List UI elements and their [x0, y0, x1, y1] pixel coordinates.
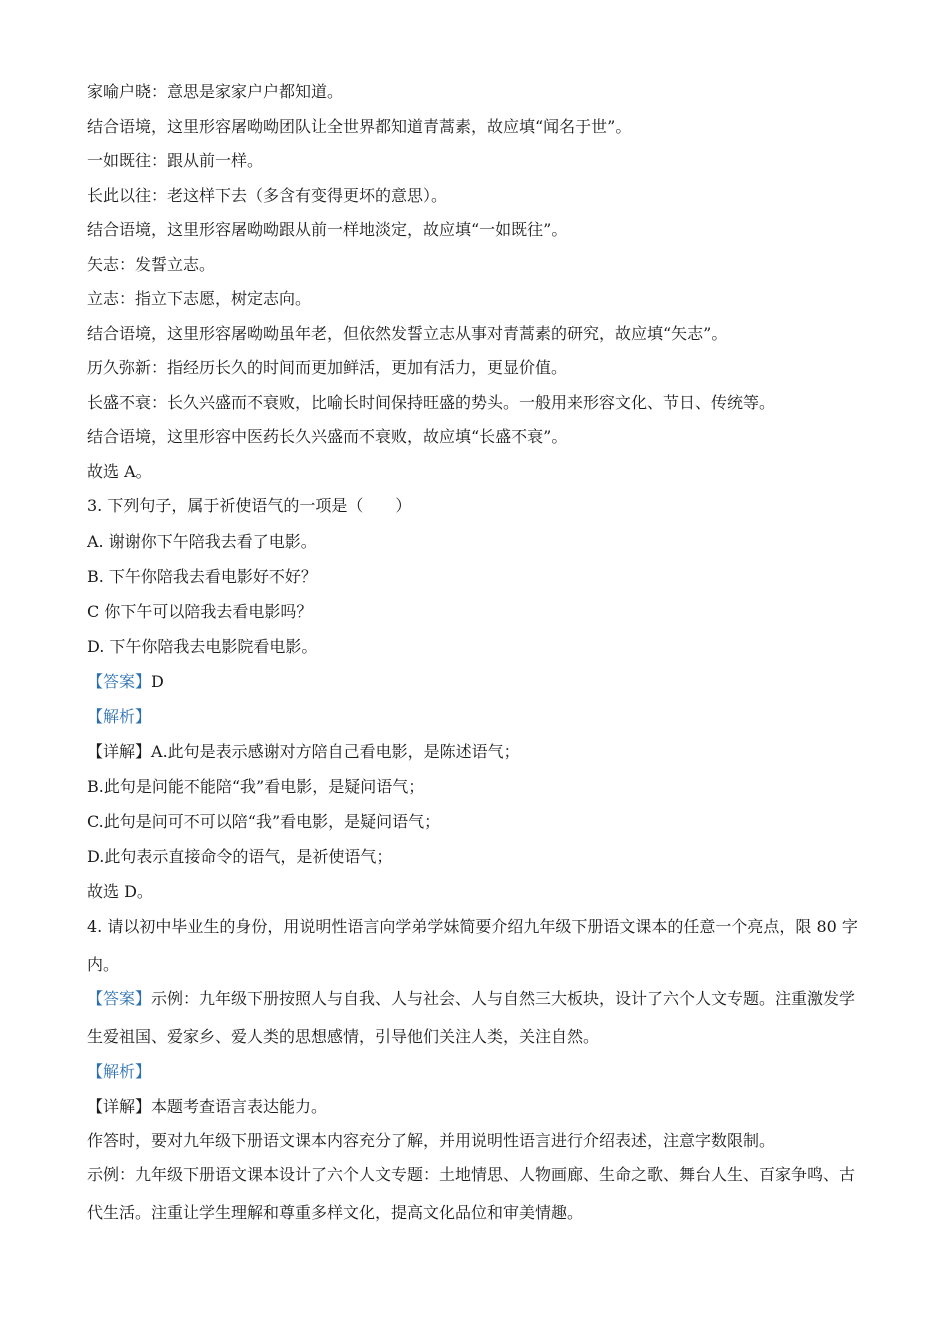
answer-tag: 【答案】 — [87, 989, 152, 1008]
detail-tag: 【详解】 — [87, 742, 152, 761]
example-4: 示例：九年级下册语文课本设计了六个人文专题：土地情思、人物画廊、生命之歌、舞台人生、百家争鸣、古代生活。注重让学生理解和尊重多样文化，提高文化品位和审美情趣。 — [87, 1165, 856, 1222]
answer-tag: 【答案】 — [87, 672, 152, 691]
detail-text: 本题考查语言表达能力。 — [151, 1097, 328, 1116]
text-line: 故选 A。 — [87, 462, 152, 481]
question-3: 3. 下列句子，属于祈使语气的一项是（ ） — [87, 496, 412, 515]
detail-line-4-a — [87, 1097, 867, 1117]
analysis-tag: 【解析】 — [87, 707, 152, 726]
detail-line-3-d: D.此句表示直接命令的语气，是祈使语气； — [87, 847, 393, 866]
option-c: C 你下午可以陪我去看电影吗？ — [87, 602, 313, 621]
text-line: 一如既往：跟从前一样。 — [87, 151, 264, 170]
detail-line-3-c: C.此句是问可不可以陪“我”看电影，是疑问语气； — [87, 812, 441, 831]
text-line: 长此以往：老这样下去（多含有变得更坏的意思）。 — [87, 186, 448, 205]
question-4: 4. 请以初中毕业生的身份，用说明性语言向学弟学妹简要介绍九年级下册语文课本的任意一个亮点，限 80 字内。 — [87, 917, 858, 974]
analysis-tag: 【解析】 — [87, 1062, 152, 1081]
text-line: 结合语境，这里形容中医药长久兴盛而不衰败，故应填“长盛不衰”。 — [87, 427, 568, 446]
text-line: 长盛不衰：长久兴盛而不衰败，比喻长时间保持旺盛的势头。一般用来形容文化、节日、传统等。 — [87, 393, 776, 412]
detail-line-3-conclusion: 故选 D。 — [87, 882, 153, 901]
analysis-tag-3 — [87, 707, 867, 727]
analysis-tag-4 — [87, 1062, 867, 1082]
text-line: 立志：指立下志愿，树定志向。 — [87, 289, 312, 308]
answer-value: 示例：九年级下册按照人与自我、人与社会、人与自然三大板块，设计了六个人文专题。注重激发学生爱祖国、爱家乡、爱人类的思想感情，引导他们关注人类，关注自然。 — [87, 989, 856, 1046]
text-line: 家喻户晓：意思是家家户户都知道。 — [87, 82, 344, 101]
detail-tag: 【详解】 — [87, 1097, 152, 1116]
detail-text: A.此句是表示感谢对方陪自己看电影，是陈述语气； — [151, 742, 520, 761]
option-d: D. 下午你陪我去电影院看电影。 — [87, 637, 318, 656]
text-line: 结合语境，这里形容屠呦呦虽年老，但依然发誓立志从事对青蒿素的研究，故应填“矢志”。 — [87, 324, 728, 343]
detail-line-3-b: B.此句是问能不能陪“我”看电影，是疑问语气； — [87, 777, 425, 796]
answer-line-4 — [87, 980, 867, 1056]
answer-line-3 — [87, 672, 867, 692]
detail-line-3-a — [87, 742, 867, 762]
text-line: 历久弥新：指经历长久的时间而更加鲜活，更加有活力，更显价值。 — [87, 358, 568, 377]
answer-value: D — [151, 672, 164, 691]
text-line: 结合语境，这里形容屠呦呦团队让全世界都知道青蒿素，故应填“闻名于世”。 — [87, 117, 632, 136]
text-line: 结合语境，这里形容屠呦呦跟从前一样地淡定，故应填“一如既往”。 — [87, 220, 568, 239]
option-a: A. 谢谢你下午陪我去看了电影。 — [87, 532, 317, 551]
text-line: 矢志：发誓立志。 — [87, 255, 216, 274]
detail-line-4-b: 作答时，要对九年级下册语文课本内容充分了解，并用说明性语言进行介绍表述，注意字数限制。 — [87, 1131, 776, 1150]
option-b: B. 下午你陪我去看电影好不好？ — [87, 567, 317, 586]
